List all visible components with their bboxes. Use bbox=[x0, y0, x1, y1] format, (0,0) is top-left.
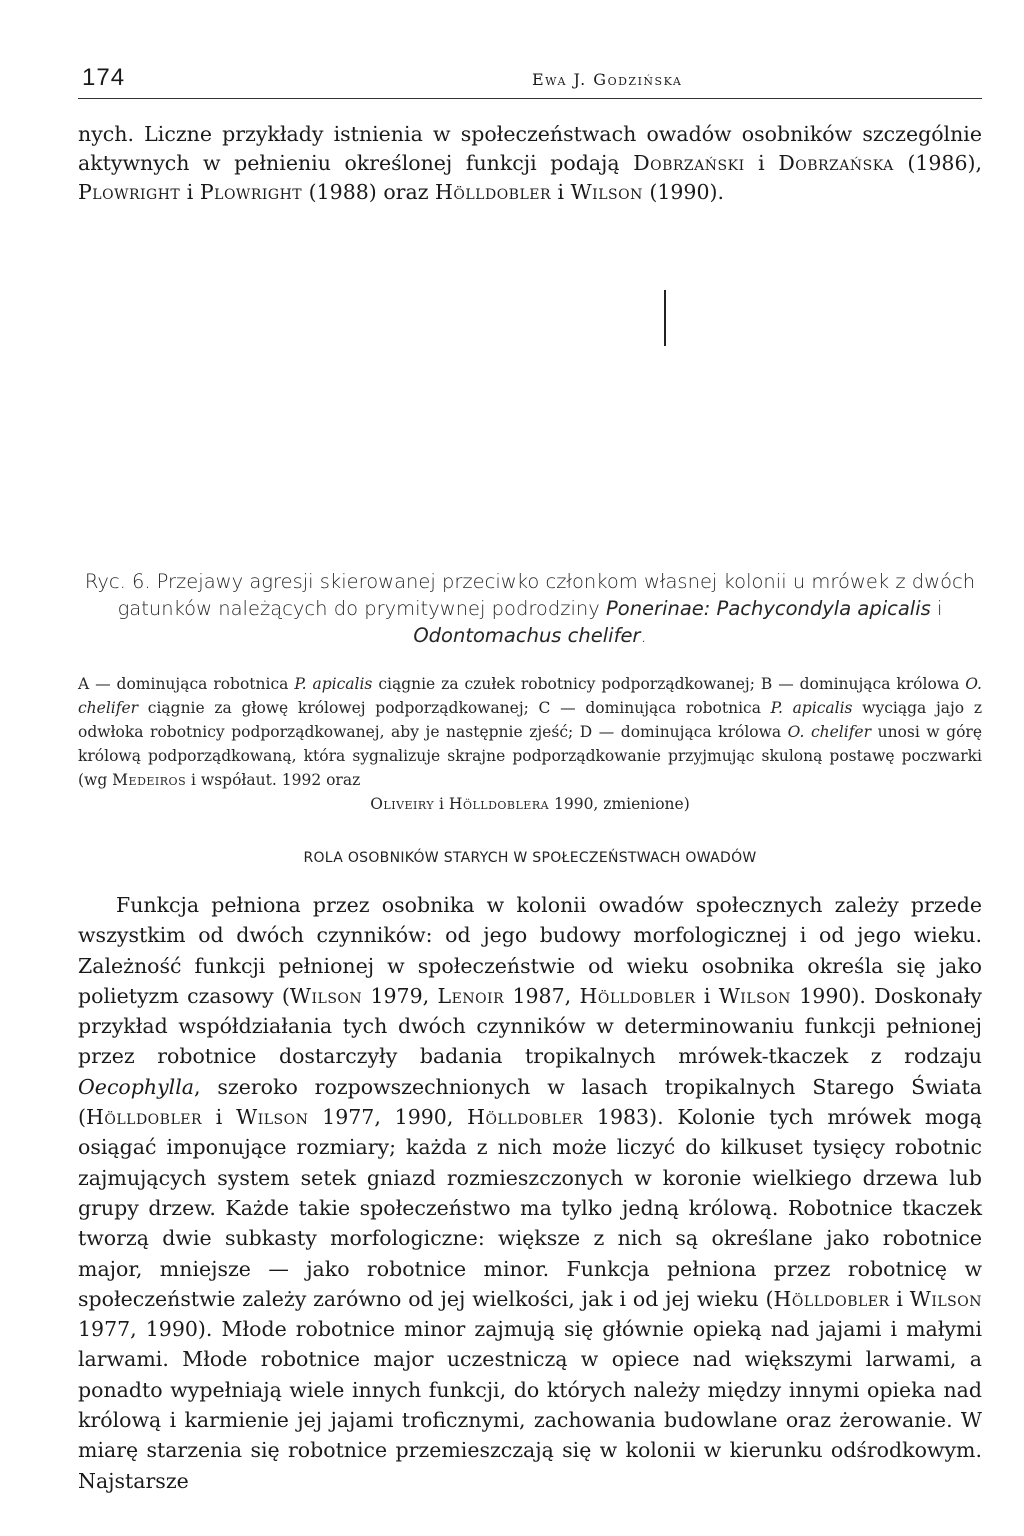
author-name: Hölldobler bbox=[435, 180, 552, 204]
body-paragraph: Funkcja pełniona przez osobnika w kolonii owadów społecznych zależy przede wszystkim od dwóch czynników: od jego budowy morfologicznej i od jego wieku. Zależność funkcji pełnionej w społeczeństwie od wieku osobnika określa się jako polietyzm czasowy (Wilson 1979, Lenoir 1987, Hölldobler i Wilson 1990). Doskonały przykład współdziałania tych dwóch czynników w determinowaniu funkcji pełnionej przez robotnice dostarczyły badania tropikalnych mrówek-tkaczek z rodzaju Oecophylla, szeroko rozpowszechnionych w lasach tropikalnych Starego Świata (Hölldobler i Wilson 1977, 1990, Hölldobler 1983). Kolonie tych mrówek mogą osiągać imponujące rozmiary; każda z nich może liczyć do kilkuset tysięcy robotnic zajmujących system setek gniazd rozmieszczonych w koronie wielkiego drzewa lub grupy drzew. Każde takie społeczeństwo ma tylko jedną królową. Robotnice tkaczek tworzą dwie subkasty morfologiczne: większe z nich są określane jako robotnice major, mniejsze — jako robotnice minor. Funkcja pełniona przez robotnicę w społeczeństwie zależy zarówno od jej wielkości, jak i od jej wieku (Hölldobler i Wilson 1977, 1990). Młode robotnice minor zajmują się głównie opieką nad jajami i małymi larwami. Młode robotnice major uczestniczą w opiece nad większymi larwami, a ponadto wypełniają wiele innych funkcji, do których należy między innymi opieka nad królową i karmienie jej jajami troficznymi, zachowania budowlane oraz żerowanie. W miarę starzenia się robotnice przemieszczają się w kolonii w kierunku odśrodkowym. Najstarsze bbox=[78, 893, 982, 1493]
figure-caption: Ryc. 6. Przejawy agresji skierowanej przeciwko członkom własnej kolonii u mrówek z dwóch gatunków należących do prymitywnej podrodziny Ponerinae: Pachycondyla apicalis i Odontomachus chelifer. bbox=[84, 570, 976, 647]
author-name: Hölldobler bbox=[86, 1105, 202, 1130]
author-name: Hölldobler bbox=[773, 1286, 890, 1311]
author-name: Wilson bbox=[570, 180, 643, 204]
author-name: Dobrzański bbox=[633, 151, 745, 175]
author-name: Oliveiry bbox=[370, 795, 435, 813]
figure-label: Ryc. 6. bbox=[84, 570, 151, 593]
figure-area bbox=[78, 240, 982, 560]
author-name: Plowright bbox=[78, 180, 181, 204]
author-name: Medeiros bbox=[112, 771, 187, 789]
section-heading: ROLA OSOBNIKÓW STARYCH W SPOŁECZEŃSTWACH OWADÓW bbox=[303, 850, 757, 866]
intro-paragraph: nych. Liczne przykłady istnienia w społeczeństwach owadów osobników szczególnie aktywnych w pełnieniu określonej funkcji podają Dobrzański i Dobrzańska (1986), Plowright i Plowright (1988) oraz Hölldobler i Wilson (1990). bbox=[78, 122, 982, 204]
figure-mark bbox=[664, 290, 666, 346]
page-header bbox=[78, 64, 982, 99]
running-head: Ewa J. Godzińska bbox=[532, 70, 683, 89]
figure-legend: A — dominująca robotnica P. apicalis ciągnie za czułek robotnicy podporządkowanej; B — dominująca królowa O. chelifer ciągnie za głowę królowej podporządkowanej; C — dominująca robotnica P. apicalis wyciąga jajo z odwłoka robotnicy podporządkowanej, aby je następnie zjeść; D — dominująca królowa O. chelifer unosi w górę królową podporządkowaną, która sygnalizuje skrajne podporządkowanie przyjmując skuloną postawę poczwarki (wg Medeiros i współaut. 1992 oraz Oliveiry i Hölldoblera 1990, zmienione) bbox=[78, 675, 982, 813]
author-name: Wilson bbox=[909, 1286, 982, 1311]
author-name: Hölldoblera bbox=[448, 795, 550, 813]
author-name: Hölldobler bbox=[467, 1105, 584, 1130]
author-name: Lenoir bbox=[437, 983, 505, 1008]
author-name: Dobrzańska bbox=[778, 151, 894, 175]
author-name: Hölldobler bbox=[579, 983, 696, 1008]
page-number: 174 bbox=[82, 64, 126, 91]
author-name: Plowright bbox=[199, 180, 303, 204]
author-name: Wilson bbox=[236, 1105, 309, 1130]
author-name: Wilson bbox=[718, 983, 791, 1008]
author-name: Wilson bbox=[289, 983, 363, 1008]
